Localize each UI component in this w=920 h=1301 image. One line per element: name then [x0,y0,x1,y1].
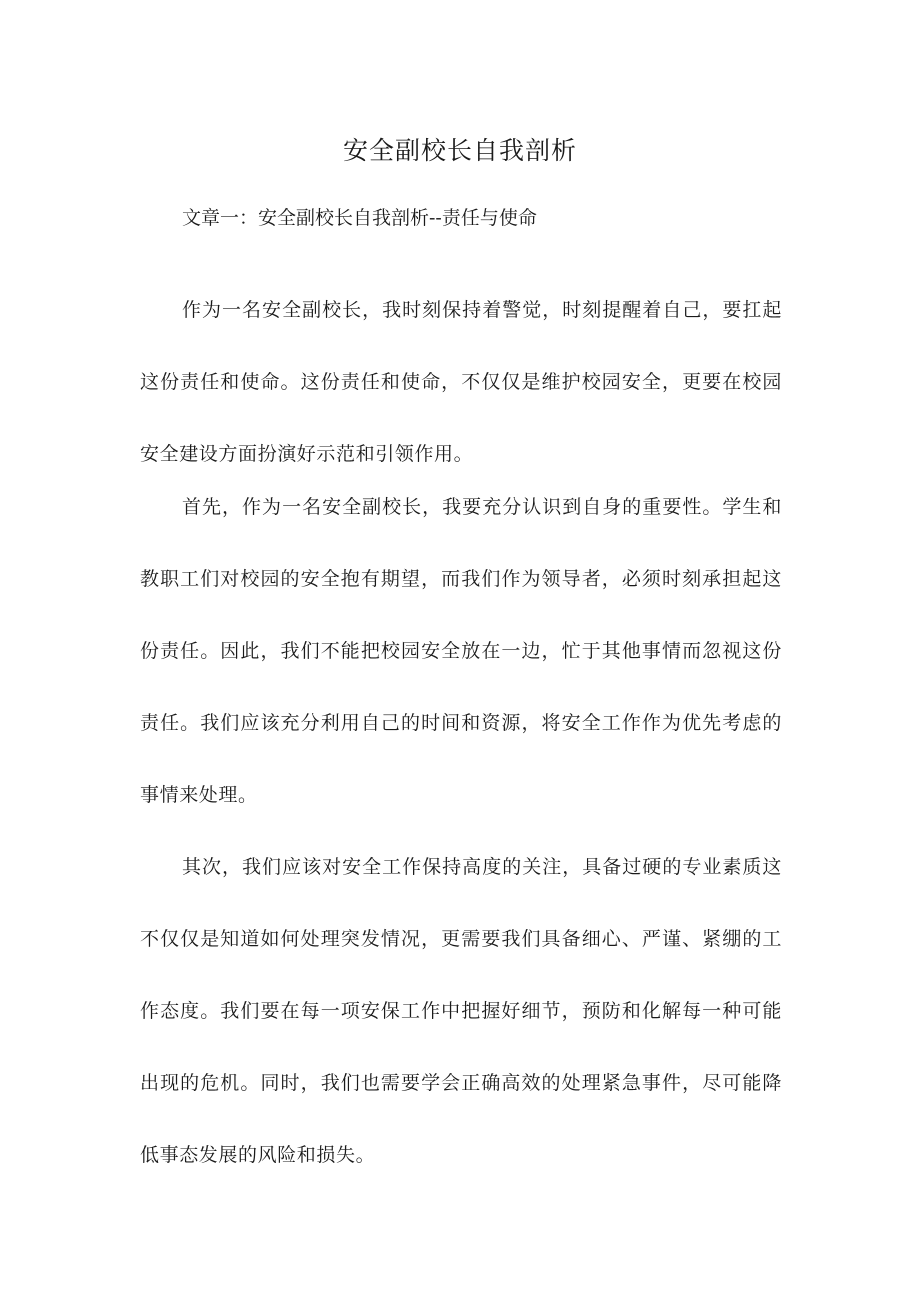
article-subtitle: 文章一：安全副校长自我剖析--责任与使命 [182,207,537,229]
document-title: 安全副校长自我剖析 [342,136,577,165]
paragraph-2: 首先，作为一名安全副校长，我要充分认识到自身的重要性。学生和教职工们对校园的安全抱有期望，而我们作为领导者，必须时刻承担起这份责任。因此，我们不能把校园安全放在一边，忙于其他事情而忽视这份责任。我们应该充分利用自己的时间和资源，将安全工作作为优先考虑的事情来处理。 [140,496,782,806]
paragraph-1: 作为一名安全副校长，我时刻保持着警觉，时刻提醒着自己，要扛起这份责任和使命。这份责任和使命，不仅仅是维护校园安全，更要在校园安全建设方面扮演好示范和引领作用。 [140,299,782,465]
paragraph-3: 其次，我们应该对安全工作保持高度的关注，具备过硬的专业素质这不仅仅是知道如何处理突发情况，更需要我们具备细心、严谨、紧绷的工作态度。我们要在每一项安保工作中把握好细节，预防和化解每一种可能出现的危机。同时，我们也需要学会正确高效的处理紧急事件，尽可能降低事态发展的风险和损失。 [140,856,782,1166]
